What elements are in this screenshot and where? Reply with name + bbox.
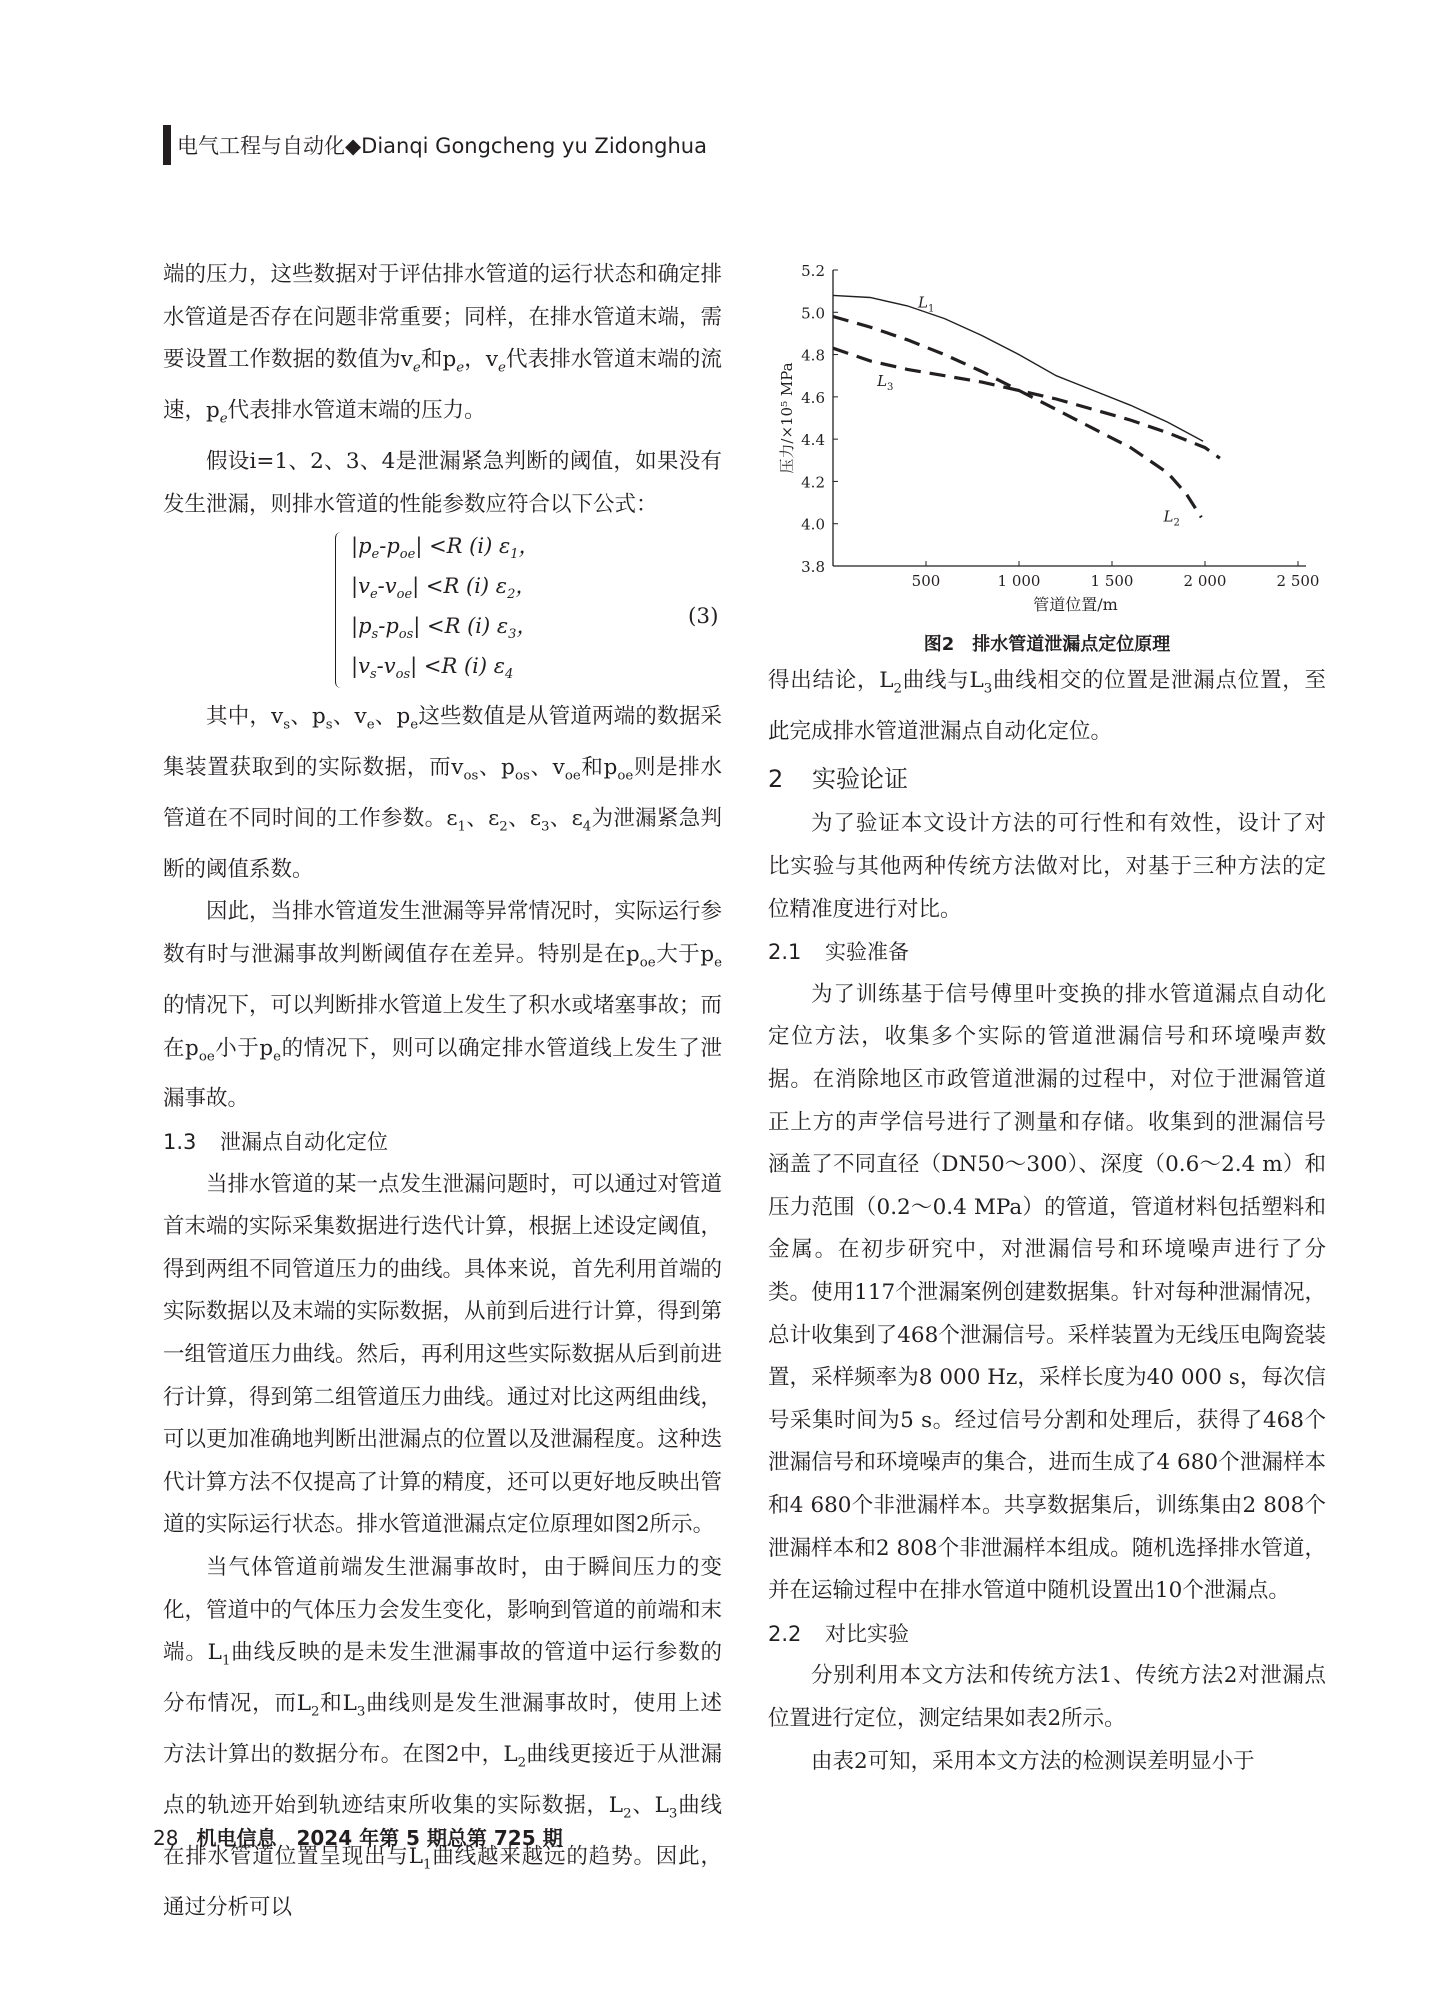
- y-tick-label: 3.8: [801, 558, 825, 576]
- left-column: [163, 254, 722, 1929]
- paragraph: 为了验证本文设计方法的可行性和有效性，设计了对比实验与其他两种传统方法做对比，对基于三种方法的定位精准度进行对比。: [768, 811, 1326, 922]
- paragraph: 得出结论，$L_2$曲线与$L_3$曲线相交的位置是泄漏点位置，至此完成排水管道泄漏点自动化定位。: [768, 668, 1327, 744]
- x-axis-label: 管道位置/m: [1033, 595, 1118, 614]
- paragraph: 当排水管道的某一点发生泄漏问题时，可以通过对管道首末端的实际采集数据进行迭代计算，根据上述设定阈值，得到两组不同管道压力的曲线。具体来说，首先利用首端的实际数据以及末端的实际数据，从前到后进行计算，得到第一组管道压力曲线。然后，再利用这些实际数据从后到前进行计算，得到第二组管道压力曲线。通过对比这两组曲线，可以更加准确地判断出泄漏点的位置以及泄漏程度。这种迭代计算方法不仅提高了计算的精度，还可以更好地反映出管道的实际运行状态。排水管道泄漏点定位原理如图2所示。: [163, 1171, 723, 1538]
- y-axis-label: 压力/×10⁵ MPa: [778, 362, 796, 474]
- x-tick-label: 2 000: [1183, 572, 1227, 590]
- equation-line: $|p_e-p_{oe}| <R$ (i) $\varepsilon_1$，: [351, 534, 540, 563]
- right-column: [768, 660, 1326, 1783]
- running-header: [163, 125, 707, 165]
- series-label-L1: $L_1$: [918, 293, 935, 315]
- equation-line: $|v_e-v_{oe}| <R$ (i) $\varepsilon_2$，: [351, 574, 537, 603]
- series-line-L3: [833, 348, 1220, 458]
- section-heading-2: 2 实验论证: [768, 765, 908, 794]
- paragraph: 因此，当排水管道发生泄漏等异常情况时，实际运行参数有时与泄漏事故判断阈值存在差异。特别是在$p_{oe}$大于$p_e$的情况下，可以判断排水管道上发生了积水或堵塞事故；而在$p_{oe}$小于$p_e$的情况下，则可以确定排水管道线上发生了泄漏事故。: [163, 899, 723, 1112]
- header-bar: [163, 125, 171, 165]
- series-label-L3: $L_3$: [877, 371, 894, 393]
- x-tick-label: 1 000: [997, 572, 1041, 590]
- equation-number: (3): [688, 604, 719, 630]
- figure-2-chart: [768, 256, 1326, 656]
- x-tick-label: 500: [911, 572, 941, 590]
- figure-caption: 图2 排水管道泄漏点定位原理: [923, 634, 1171, 655]
- y-tick-label: 4.6: [801, 388, 825, 407]
- y-tick-label: 4.2: [801, 473, 825, 492]
- section-heading-1-3: 1.3 泄漏点自动化定位: [163, 1129, 388, 1154]
- paragraph: 为了训练基于信号傅里叶变换的排水管道漏点自动化定位方法，收集多个实际的管道泄漏信号和环境噪声数据。在消除地区市政管道泄漏的过程中，对位于泄漏管道正上方的声学信号进行了测量和存储。收集到的泄漏信号涵盖了不同直径（DN50～300）、深度（0.6～2.4 m）和压力范围（0.2～0.4 MPa）的管道，管道材料包括塑料和金属。在初步研究中，对泄漏信号和环境噪声进行了分类。使用117个泄漏案例创建数据集。针对每种泄漏情况，总计收集到了468个泄漏信号。采样装置为无线压电陶瓷装置，采样频率为8 000 Hz，采样长度为40 000 s，每次信号采集时间为5 s。经过信号分割和处理后，获得了468个泄漏信号和环境噪声的集合，进而生成了4 680个泄漏样本和4 680个非泄漏样本。共享数据集后，训练集由2 808个泄漏样本和2 808个非泄漏样本组成。随机选择排水管道，并在运输过程中在排水管道中随机设置出10个泄漏点。: [768, 981, 1326, 1604]
- series-line-L1: [833, 295, 1203, 441]
- equation-line: $|v_s-v_{os}| <R$ (i) $\varepsilon_4$: [351, 654, 514, 683]
- header-title: 电气工程与自动化◆Dianqi Gongcheng yu Zidonghua: [177, 134, 707, 158]
- series-line-L2: [833, 317, 1201, 518]
- paragraph: 分别利用本文方法和传统方法1、传统方法2对泄漏点位置进行定位，测定结果如表2所示。: [768, 1663, 1326, 1731]
- equation-brace: [335, 532, 344, 688]
- paragraph: 端的压力，这些数据对于评估排水管道的运行状态和确定排水管道是否存在问题非常重要；同样，在排水管道末端，需要设置工作数据的数值为$v_e$和$p_e$，$v_e$代表排水管道末端的流速，$p_e$代表排水管道末端的压力。: [163, 262, 723, 427]
- y-tick-label: 4.4: [801, 431, 825, 450]
- y-tick-label: 5.0: [801, 304, 825, 323]
- y-tick-label: 4.8: [801, 346, 825, 365]
- paragraph: 当气体管道前端发生泄漏事故时，由于瞬间压力的变化，管道中的气体压力会发生变化，影响到管道的前端和末端。$L_1$曲线反映的是未发生泄漏事故的管道中运行参数的分布情况，而$L_2$和$L_3$曲线则是发生泄漏事故时，使用上述方法计算出的数据分布。在图2中，$L_2$曲线更接近于从泄漏点的轨迹开始到轨迹结束所收集的实际数据，$L_2$、$L_3$曲线在排水管道位置呈现出与$L_1$曲线越来越远的趋势。因此，通过分析可以: [163, 1554, 723, 1920]
- equation-3: [163, 526, 722, 696]
- journal-info: 机电信息 2024 年第 5 期总第 725 期: [196, 1826, 563, 1850]
- y-tick-label: 5.2: [801, 262, 825, 280]
- x-tick-label: 1 500: [1090, 572, 1134, 590]
- section-heading-2-2: 2.2 对比实验: [768, 1621, 909, 1646]
- y-tick-label: 4.0: [801, 515, 825, 534]
- paragraph: 其中，$v_s$、$p_s$、$v_e$、$p_e$这些数值是从管道两端的数据采集装置获取到的实际数据，而$v_{os}$、$p_{os}$、$v_{oe}$和$p_{oe}$则是排水管道在不同时间的工作参数。$\varepsilon_1$、$\varepsilon_2$、$\varepsilon_3$、$\varepsilon_4$为泄漏紧急判断的阈值系数。: [163, 704, 723, 882]
- paragraph: 由表2可知，采用本文方法的检测误差明显小于: [811, 1748, 1255, 1774]
- page-number: 28: [153, 1826, 179, 1850]
- x-tick-label: 2 500: [1276, 572, 1320, 590]
- paragraph: 假设i=1、2、3、4是泄漏紧急判断的阈值，如果没有发生泄漏，则排水管道的性能参数应符合以下公式：: [163, 448, 722, 517]
- section-heading-2-1: 2.1 实验准备: [768, 940, 909, 965]
- page-footer: [153, 1822, 563, 1851]
- series-label-L2: $L_2$: [1163, 507, 1180, 529]
- equation-line: $|p_s-p_{os}| <R$ (i) $\varepsilon_3$，: [351, 614, 538, 643]
